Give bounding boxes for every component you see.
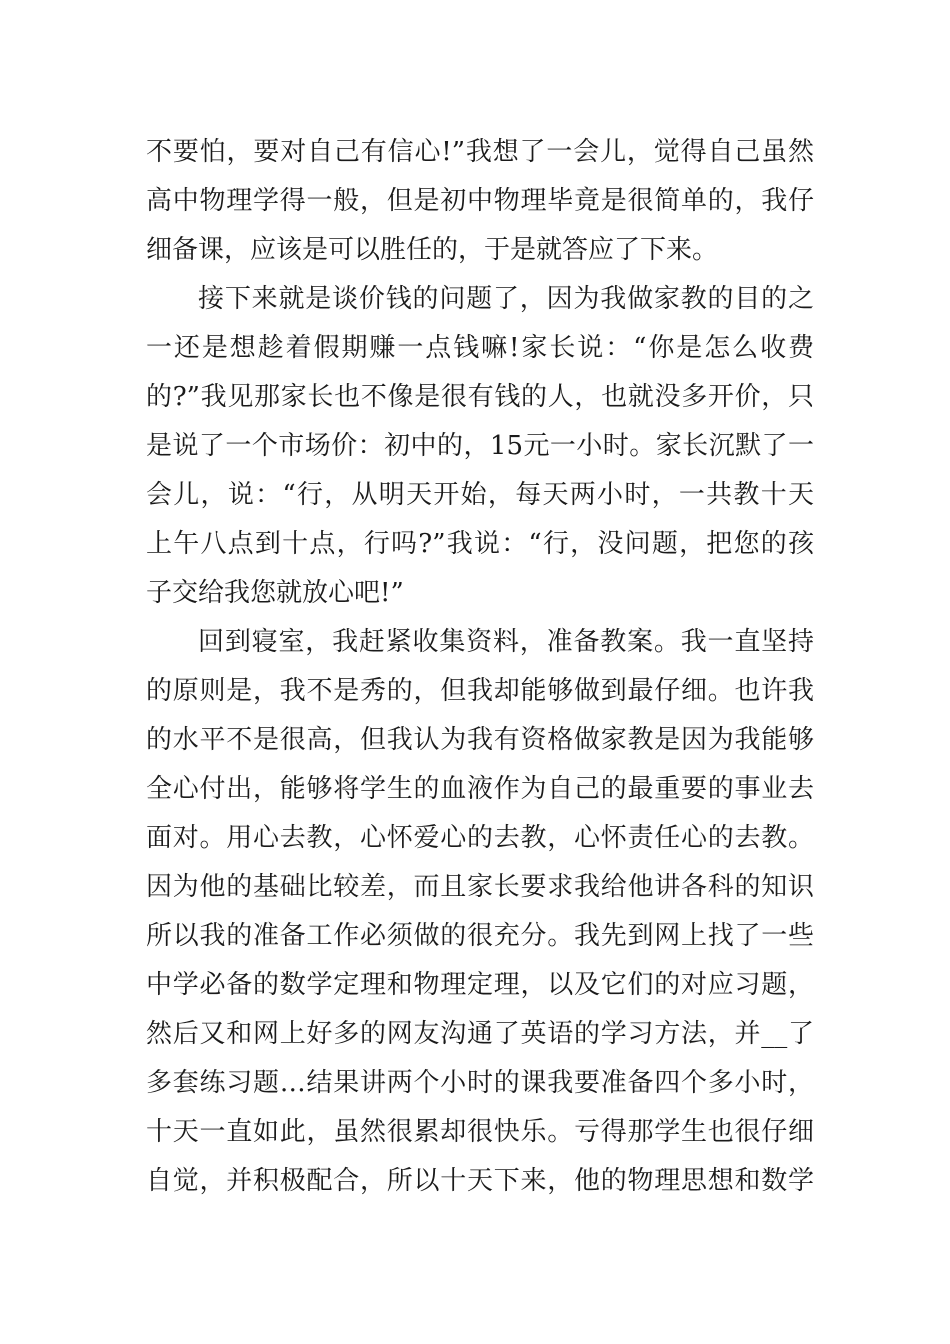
text-line-22: 自觉，并积极配合，所以十天下来，他的物理思想和数学 <box>146 1166 814 1196</box>
body-text <box>146 128 814 1206</box>
text-line-13: 的水平不是很高，但我认为我有资格做家教是因为我能够 <box>146 725 814 755</box>
text-line-4: 接下来就是谈价钱的问题了，因为我做家教的目的之 <box>198 284 814 314</box>
text-line-15: 面对。用心去教，心怀爱心的去教，心怀责任心的去教。 <box>146 823 814 853</box>
text-line-2: 高中物理学得一般，但是初中物理毕竟是很简单的，我仔 <box>146 186 814 216</box>
text-line-21: 十天一直如此，虽然很累却很快乐。亏得那学生也很仔细 <box>146 1117 814 1147</box>
text-line-12: 的原则是，我不是秀的，但我却能够做到最仔细。也许我 <box>146 676 814 706</box>
text-line-14: 全心付出，能够将学生的血液作为自己的最重要的事业去 <box>146 774 814 804</box>
text-line-9: 上午八点到十点，行吗?”我说：“行，没问题，把您的孩 <box>146 529 814 559</box>
text-line-6: 的?”我见那家长也不像是很有钱的人，也就没多开价，只 <box>146 382 814 412</box>
text-line-20: 多套练习题…结果讲两个小时的课我要准备四个多小时， <box>146 1068 814 1098</box>
text-line-7: 是说了一个市场价：初中的，15元一小时。家长沉默了一 <box>146 431 814 461</box>
text-line-3: 细备课，应该是可以胜任的，于是就答应了下来。 <box>146 235 719 265</box>
text-line-17: 所以我的准备工作必须做的很充分。我先到网上找了一些 <box>146 921 814 951</box>
text-line-19: 然后又和网上好多的网友沟通了英语的学习方法，并__了 <box>146 1019 814 1049</box>
text-line-5: 一还是想趁着假期赚一点钱嘛!家长说：“你是怎么收费 <box>146 333 814 363</box>
text-line-16: 因为他的基础比较差，而且家长要求我给他讲各科的知识 <box>146 872 814 902</box>
text-line-1: 不要怕，要对自己有信心!”我想了一会儿，觉得自己虽然 <box>146 137 814 167</box>
text-line-18: 中学必备的数学定理和物理定理，以及它们的对应习题， <box>146 970 814 1000</box>
text-line-8: 会儿，说：“行，从明天开始，每天两小时，一共教十天 <box>146 480 814 510</box>
text-line-10: 子交给我您就放心吧!” <box>146 578 404 608</box>
text-line-11: 回到寝室，我赶紧收集资料，准备教案。我一直坚持 <box>198 627 814 657</box>
